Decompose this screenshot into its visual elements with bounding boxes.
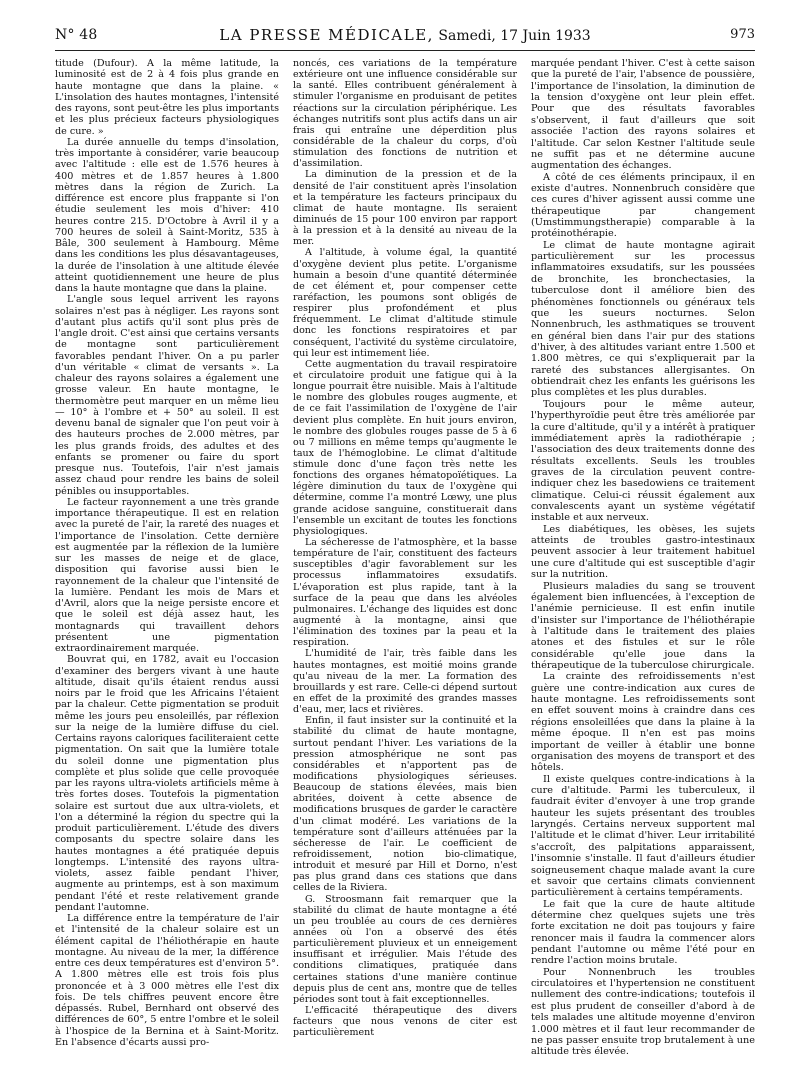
masthead — [55, 26, 755, 44]
issue-date: Samedi, 17 Juin 1933 — [438, 28, 591, 44]
paragraph: La crainte des refroidissements n'est guère une contre-indication aux cures de haute montagne. Les refroidissements sont en effet souvent moins à craindre dans ces régions ensoleillées que dans la plaine à la même époque. Il n'en est pas moins important de veiller à établir une bonne organisation des moyens de transport et des hôtels. — [531, 671, 755, 774]
publication-title: LA PRESSE MÉDICALE, — [219, 26, 434, 44]
paragraph: Toujours pour le même auteur, l'hyperthyroïdie peut être très améliorée par la cure d'altitude, qu'il y a intérêt à pratiquer immédiatement après la radiothérapie ; l'association des deux traitements donne des résultats excellents. Seuls les troubles graves de la circulation peuvent contre-indiquer chez les basedowiens ce traitement climatique. Celui-ci réussit également aux convalescents ayant un système végétatif instable et aux nerveux. — [531, 398, 755, 524]
paragraph: La diminution de la pression et de la densité de l'air constituent après l'insolation et la température les facteurs principaux du climat de haute montagne. Ils seraient diminués de 15 pour 100 environ par rapport à la pression et à la densité au niveau de la mer. — [293, 169, 517, 248]
paragraph: Bouvrat qui, en 1782, avait eu l'occasion d'examiner des bergers vivant à une haute altitude, disait qu'ils étaient rendus aussi noirs par le froid que les Africains l'étaient par la chaleur. Cette pigmentation se produit même les jours peu ensoleillés, par réflexion sur la neige de la lumière diffuse du ciel. Certains rayons caloriques faciliteraient cette pigmentation. On sait que la lumière totale du soleil donne une pigmentation plus complète et plus solide que celle provoquée par les rayons ultra-violets artificiels même à très fortes doses. Toutefois la pigmentation solaire est surtout due aux ultra-violets, et l'on a déterminé la région du spectre qui la produit particulièrement. L'étude des divers composants du spectre solaire dans les hautes montagnes a été pratiquée depuis longtemps. L'intensité des rayons ultra-violets, assez faible pendant l'hiver, augmente au printemps, est à son maximum pendant l'été et reste relativement grande pendant l'automne. — [55, 654, 279, 913]
paragraph: G. Stroosmann fait remarquer que la stabilité du climat de haute montagne a été un peu troublée au cours de ces dernières années où l'on a observé des étés particulièrement pluvieux et un enneigement insuffisant et irrégulier. Mais l'étude des conditions climatiques, pratiquée dans certaines stations d'une manière continue depuis plus de cent ans, montre que de telles périodes sont tout à fait exceptionnelles. — [293, 893, 517, 1005]
paragraph: L'efficacité thérapeutique des divers facteurs que nous venons de citer est particulièrement — [293, 1004, 517, 1039]
paragraph: L'angle sous lequel arrivent les rayons solaires n'est pas à négliger. Les rayons sont d'autant plus actifs qu'il sont plus près de l'angle droit. C'est ainsi que certains versants de montagne sont particulièrement favorables pendant l'hiver. On a pu parler d'un véritable « climat de versants ». La chaleur des rayons solaires a également une grosse valeur. En haute montagne, le thermomètre peut marquer en un même lieu — 10° à l'ombre et + 50° au soleil. Il est devenu banal de signaler que l'on peut voir à des hauteurs proches de 2.000 mètres, par les plus grands froids, des adultes et des enfants se promener ou faire du sport presque nus. Toutefois, l'air n'est jamais assez chaud pour rendre les bains de soleil pénibles ou insupportables. — [55, 294, 279, 497]
page-header — [55, 24, 755, 46]
paragraph: Enfin, il faut insister sur la continuité et la stabilité du climat de haute montagne, surtout pendant l'hiver. Les variations de la pression atmosphérique ne sont pas considérables et n'apportent pas de modifications physiologiques sérieuses. Beaucoup de stations élevées, mais bien abritées, doivent à cette absence de modifications brusques de garder le caractère d'un climat modéré. Les variations de la température sont d'ailleurs atténuées par la sécheresse de l'air. Le coefficient de refroidissement, notion bio-climatique, introduit et mesuré par Hill et Dorno, n'est pas plus grand dans ces stations que dans celles de la Riviera. — [293, 715, 517, 894]
paragraph: Le fait que la cure de haute altitude détermine chez quelques sujets une très forte excitation ne doit pas toujours y faire renoncer mais il faudra la commencer alors pendant l'automne ou même l'été pour en rendre l'action moins brutale. — [531, 898, 755, 967]
paragraph: Il existe quelques contre-indications à la cure d'altitude. Parmi les tuberculeux, il faudrait éviter d'envoyer à une trop grande hauteur les sujets présentant des troubles laryngés. Certains nerveux supportent mal l'altitude et le climat d'hiver. Leur irritabilité s'accroît, des palpitations apparaissent, l'insomnie s'installe. Il faut d'ailleurs étudier soigneusement chaque malade avant la cure et savoir que certains climats conviennent particulièrement à certains tempéraments. — [531, 773, 755, 899]
paragraph: A l'altitude, à volume égal, la quantité d'oxygène devient plus petite. L'organisme humain a besoin d'une quantité déterminée de cet élément et, pour compenser cette raréfaction, les poumons sont obligés de respirer plus profondément et plus fréquemment. Le climat d'altitude stimule donc les fonctions respiratoires et par conséquent, l'activité du système circulatoire, qui leur est intimement liée. — [293, 247, 517, 359]
paragraph: Le facteur rayonnement a une très grande importance thérapeutique. Il est en relation avec la pureté de l'air, la rareté des nuages et l'importance de l'insolation. Cette dernière est augmentée par la réflexion de la lumière sur les masses de neige et de glace, disposition qui favorise aussi bien le rayonnement de la chaleur que l'intensité de la lumière. Pendant les mois de Mars et d'Avril, alors que la neige persiste encore et que le soleil est déjà assez haut, les montagnards qui travaillent dehors présentent une pigmentation extraordinairement marquée. — [55, 496, 279, 654]
paragraph: Cette augmentation du travail respiratoire et circulatoire produit une fatigue qui à la longue pourrait être nuisible. Mais à l'altitude le nombre des globules rouges augmente, et de ce fait l'assimilation de l'oxygène de l'air devient plus complète. En huit jours environ, le nombre des globules rouges passe de 5 à 6 ou 7 millions en même temps qu'augmente le taux de l'hémoglobine. Le climat d'altitude stimule donc d'une façon très nette les fonctions des organes hématopoïétiques. La légère diminution du taux de l'oxygène qui détermine, comme l'a montré Lœwy, une plus grande acidose sanguine, constituerait dans l'ensemble un excitant de toutes les fonctions physiologiques. — [293, 358, 517, 537]
paragraph: La durée annuelle du temps d'insolation, très importante à considérer, varie beaucoup avec l'altitude : elle est de 1.576 heures à 400 mètres et de 1.857 heures à 1.800 mètres dans la région de Zurich. La différence est encore plus frappante si l'on étudie seulement les mois d'hiver: 410 heures contre 215. D'Octobre à Avril il y a 700 heures de soleil à Saint-Moritz, 535 à Bâle, 300 seulement à Hambourg. Même dans les conditions les plus désavantageuses, la durée de l'insolation à une altitude élevée atteint quotidiennement une heure de plus dans la haute montagne que dans la plaine. — [55, 136, 279, 294]
header-rule — [55, 50, 755, 51]
issue-number: N° 48 — [55, 27, 98, 43]
paragraph: A côté de ces éléments principaux, il en existe d'autres. Nonnenbruch considère que ces cures d'hiver agissent aussi comme une thérapeutique par changement (Umstimmungstherapie) comparable à la protéinothérapie. — [531, 171, 755, 240]
paragraph: L'humidité de l'air, très faible dans les hautes montagnes, est moitié moins grande qu'au niveau de la mer. La formation des brouillards y est rare. Celle-ci dépend surtout en effet de la proximité des grandes masses d'eau, mer, lacs et rivières. — [293, 648, 517, 716]
column-2 — [293, 58, 517, 1058]
column-1 — [55, 58, 279, 1058]
paragraph: noncés, ces variations de la température extérieure ont une influence considérable sur la santé. Elles contribuent généralement à stimuler l'organisme en produisant de petites réactions sur la circulation périphérique. Les échanges nutritifs sont plus actifs dans un air frais qui entraîne une déperdition plus considérable de la chaleur du corps, d'où stimulation des fonctions de nutrition et d'assimilation. — [293, 58, 517, 170]
paragraph: Pour Nonnenbruch les troubles circulatoires et l'hypertension ne constituent nullement des contre-indications; toutefois il est plus prudent de conseiller d'abord à de tels malades une altitude moyenne d'environ 1.000 mètres et il faut leur recommander de ne pas passer ensuite trop brutalement à une altitude très élevée. — [531, 966, 755, 1058]
paragraph: La différence entre la température de l'air et l'intensité de la chaleur solaire est un élément capital de l'héliothérapie en haute montagne. Au niveau de la mer, la différence entre ces deux températures est d'environ 5°. A 1.800 mètres elle est trois fois plus prononcée et à 3 000 mètres elle l'est dix fois. De tels chiffres peuvent encore être dépassés. Rubel, Bernhard ont observé des différences de 60°, 5 entre l'ombre et le soleil à l'hospice de la Bernina et à Saint-Moritz. En l'absence d'écarts aussi pro- — [55, 913, 279, 1048]
page-number: 973 — [730, 27, 755, 42]
paragraph: Le climat de haute montagne agirait particulièrement sur les processus inflammatoires exsudatifs, sur les poussées de bronchite, les bronchectasies, la tuberculose dont il améliore bien des phénomènes fonctionnels ou généraux tels que les sueurs nocturnes. Selon Nonnenbruch, les asthmatiques se trouvent en général bien dans l'air pur des stations d'hiver, à des altitudes variant entre 1.500 et 1.800 mètres, ce qui s'expliquerait par la rareté des substances allergisantes. On obtiendrait chez les enfants les guérisons les plus complètes et les plus durables. — [531, 239, 755, 399]
paragraph: marquée pendant l'hiver. C'est à cette saison que la pureté de l'air, l'absence de poussière, l'importance de l'insolation, la diminution de la tension d'oxygène ont leur plein effet. Pour que des résultats favorables s'observent, il faut d'ailleurs que soit associée l'action des rayons solaires et l'altitude. Car selon Kestner l'altitude seule ne suffit pas et ne détermine aucune augmentation des échanges. — [531, 58, 755, 172]
article-columns — [55, 58, 755, 1058]
column-3 — [531, 58, 755, 1058]
paragraph: Les diabétiques, les obèses, les sujets atteints de troubles gastro-intestinaux peuvent associer à leur traitement habituel une cure d'altitude qui est susceptible d'agir sur la nutrition. — [531, 523, 755, 581]
paragraph: Plusieurs maladies du sang se trouvent également bien influencées, à l'exception de l'anémie pernicieuse. Il est enfin inutile d'insister sur l'importance de l'héliothérapie à l'altitude dans le traitement des plaies atones et des fistules et sur le rôle considérable qu'elle joue dans la thérapeutique de la tuberculose chirurgicale. — [531, 580, 755, 672]
paragraph: titude (Dufour). A la même latitude, la luminosité est de 2 à 4 fois plus grande en haute montagne que dans la plaine. « L'insolation des hautes montagnes, l'intensité des rayons, sont peut-être les plus importants et les plus précieux facteurs physiologiques de cure. » — [55, 58, 279, 137]
paragraph: La sécheresse de l'atmosphère, et la basse température de l'air, constituent des facteurs susceptibles d'agir favorablement sur les processus inflammatoires exsudatifs. L'évaporation est plus rapide, tant à la surface de la peau que dans les alvéoles pulmonaires. L'échange des liquides est donc augmenté à la montagne, ainsi que l'élimination des toxines par la peau et la respiration. — [293, 537, 517, 649]
